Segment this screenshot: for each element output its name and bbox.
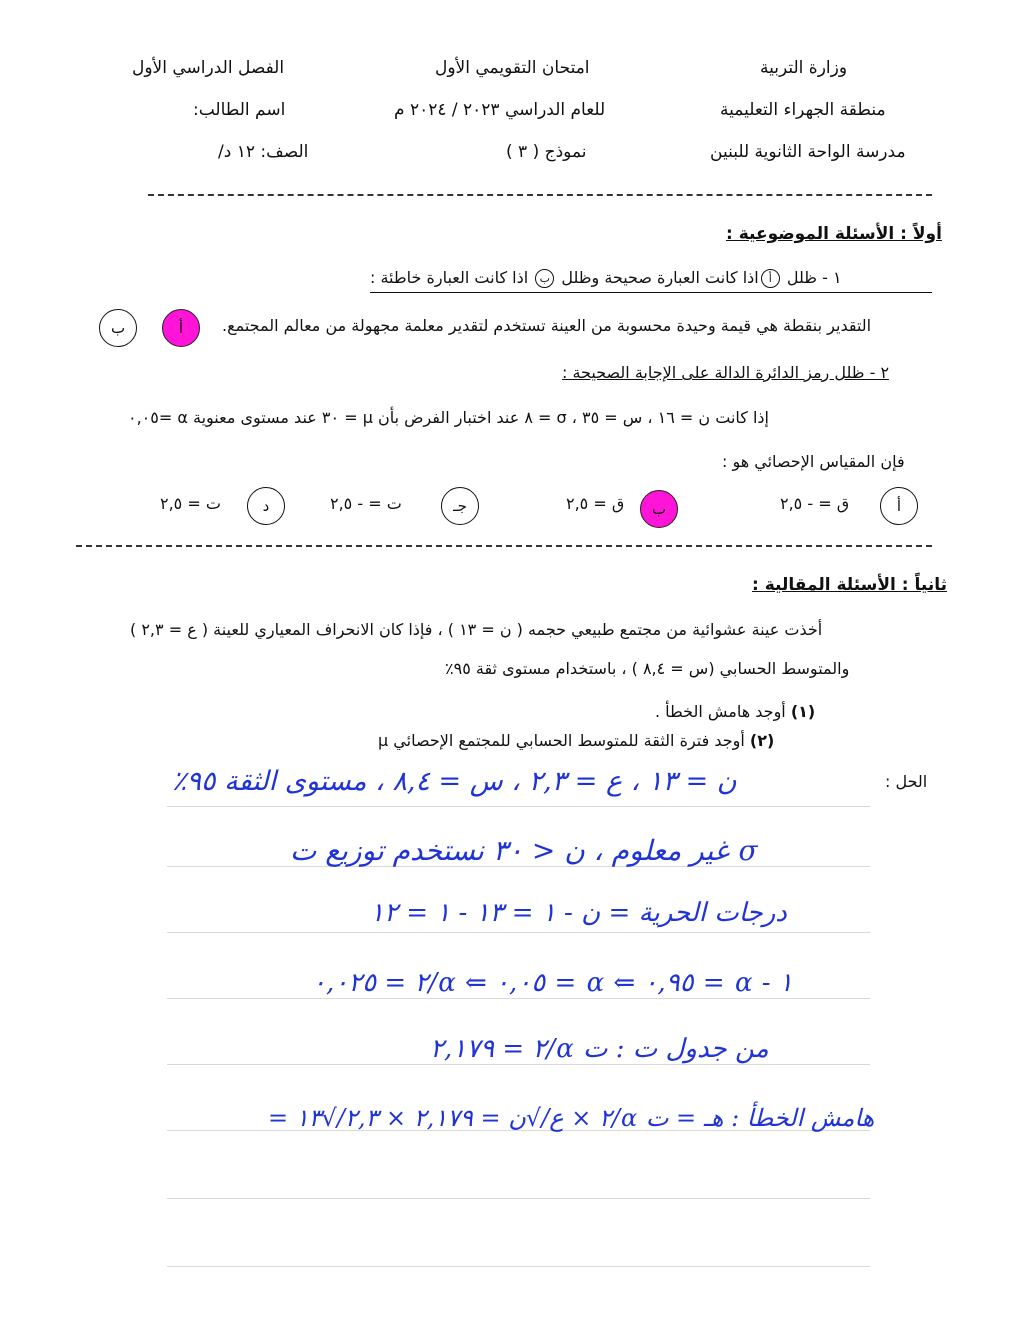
q2-instruction: ٢ - ظلل رمز الدائرة الدالة على الإجابة الصحيحة : [562, 363, 890, 382]
section-divider [76, 545, 932, 547]
handwritten-line-5: من جدول ت : ت α/٢ = ٢,١٧٩ [430, 1034, 769, 1064]
q1-statement: التقدير بنقطة هي قيمة وحيدة محسوبة من العينة تستخدم لتقدير معلمة مجهولة من معالم المجتمع. [222, 316, 872, 335]
task-1-number: (١) [790, 702, 816, 721]
q1-instruction-underline [370, 292, 932, 293]
q2-option-b-circle[interactable]: ب [640, 490, 678, 528]
task-2-number: (٢) [749, 731, 775, 750]
problem-line2: والمتوسط الحسابي (س = ٨,٤ ) ، باستخدام مستوى ثقة ٩٥٪ [445, 659, 850, 678]
handwritten-line-3: درجات الحرية = ن - ١ = ١٣ - ١ = ١٢ [370, 898, 787, 928]
q2-option-c-text: ت = - ٢,٥ [330, 494, 402, 513]
model-number: نموذج ( ٣ ) [506, 142, 587, 162]
student-name-label: اسم الطالب: [193, 100, 286, 120]
answer-line [167, 806, 870, 807]
handwritten-line-1: ن = ١٣ ، ع = ٢,٣ ، س = ٨,٤ ، مستوى الثقة ٩٥٪ [172, 766, 737, 797]
q2-option-d-circle[interactable]: د [247, 487, 285, 525]
handwritten-line-4: ١ - α = ٠,٩٥ ⇐ α = ٠,٠٥ ⇐ α/٢ = ٠,٠٢٥ [312, 968, 793, 998]
answer-line [167, 1266, 870, 1267]
handwritten-line-6: هامش الخطأ : هـ = ت α/٢ × ع/√ن = ٢,١٧٩ × ٢,٣/√١٣ = [268, 1104, 875, 1132]
answer-line [167, 998, 870, 999]
handwritten-line-2: σ غير معلوم ، ن < ٣٠ نستخدم توزيع ت [290, 834, 759, 867]
q2-option-b-text: ق = ٢,٥ [566, 494, 625, 513]
academic-year: للعام الدراسي ٢٠٢٣ / ٢٠٢٤ م [394, 100, 606, 120]
q1-option-true[interactable]: أ [162, 309, 200, 347]
class-label: الصف: ١٢ د/ [218, 142, 309, 162]
q1-true-symbol-circle: أ [761, 269, 780, 288]
answer-line [167, 1198, 870, 1199]
school: مدرسة الواحة الثانوية للبنين [710, 142, 906, 162]
q1-option-false[interactable]: ب [99, 309, 137, 347]
problem-line1: أخذت عينة عشوائية من مجتمع طبيعي حجمه ( ن = ١٣ ) ، فإذا كان الانحراف المعياري للعينة ( ع = ٢,٣ ) [130, 620, 823, 639]
q1-instruction-false: اذا كانت العبارة خاطئة : [370, 268, 529, 287]
q1-instruction-true: اذا كانت العبارة صحيحة وظلل [561, 268, 759, 287]
header-divider [148, 194, 932, 196]
task-2 [378, 731, 774, 750]
task-1-text: أوجد هامش الخطأ . [655, 702, 791, 721]
q2-stem: فإن المقياس الإحصائي هو : [722, 452, 905, 471]
section1-title: أولاً : الأسئلة الموضوعية : [726, 224, 942, 244]
task-2-text: أوجد فترة الثقة للمتوسط الحسابي للمجتمع الإحصائي μ [378, 731, 750, 750]
semester: الفصل الدراسي الأول [132, 58, 285, 78]
answer-line [167, 932, 870, 933]
q2-option-a-text: ق = - ٢,٥ [780, 494, 850, 513]
q2-option-c-circle[interactable]: جـ [441, 487, 479, 525]
q2-option-d-text: ت = ٢,٥ [160, 494, 221, 513]
ministry: وزارة التربية [760, 58, 848, 78]
task-1 [655, 702, 815, 721]
answer-line [167, 1064, 870, 1065]
region: منطقة الجهراء التعليمية [720, 100, 886, 120]
q1-false-symbol-circle: ب [535, 269, 554, 288]
q2-option-a-circle[interactable]: أ [880, 487, 918, 525]
section2-title: ثانياً : الأسئلة المقالية : [752, 575, 947, 595]
q1-instruction-prefix: ١ - ظلل [786, 268, 842, 287]
exam-title: امتحان التقويمي الأول [435, 58, 590, 78]
q2-given: إذا كانت ن = ١٦ ، س = ٣٥ ، σ = ٨ عند اختبار الفرض بأن μ = ٣٠ عند مستوى معنوية α =٠,٠٥ [128, 408, 769, 427]
q1-instruction [370, 268, 842, 288]
solution-label: الحل : [885, 772, 928, 791]
